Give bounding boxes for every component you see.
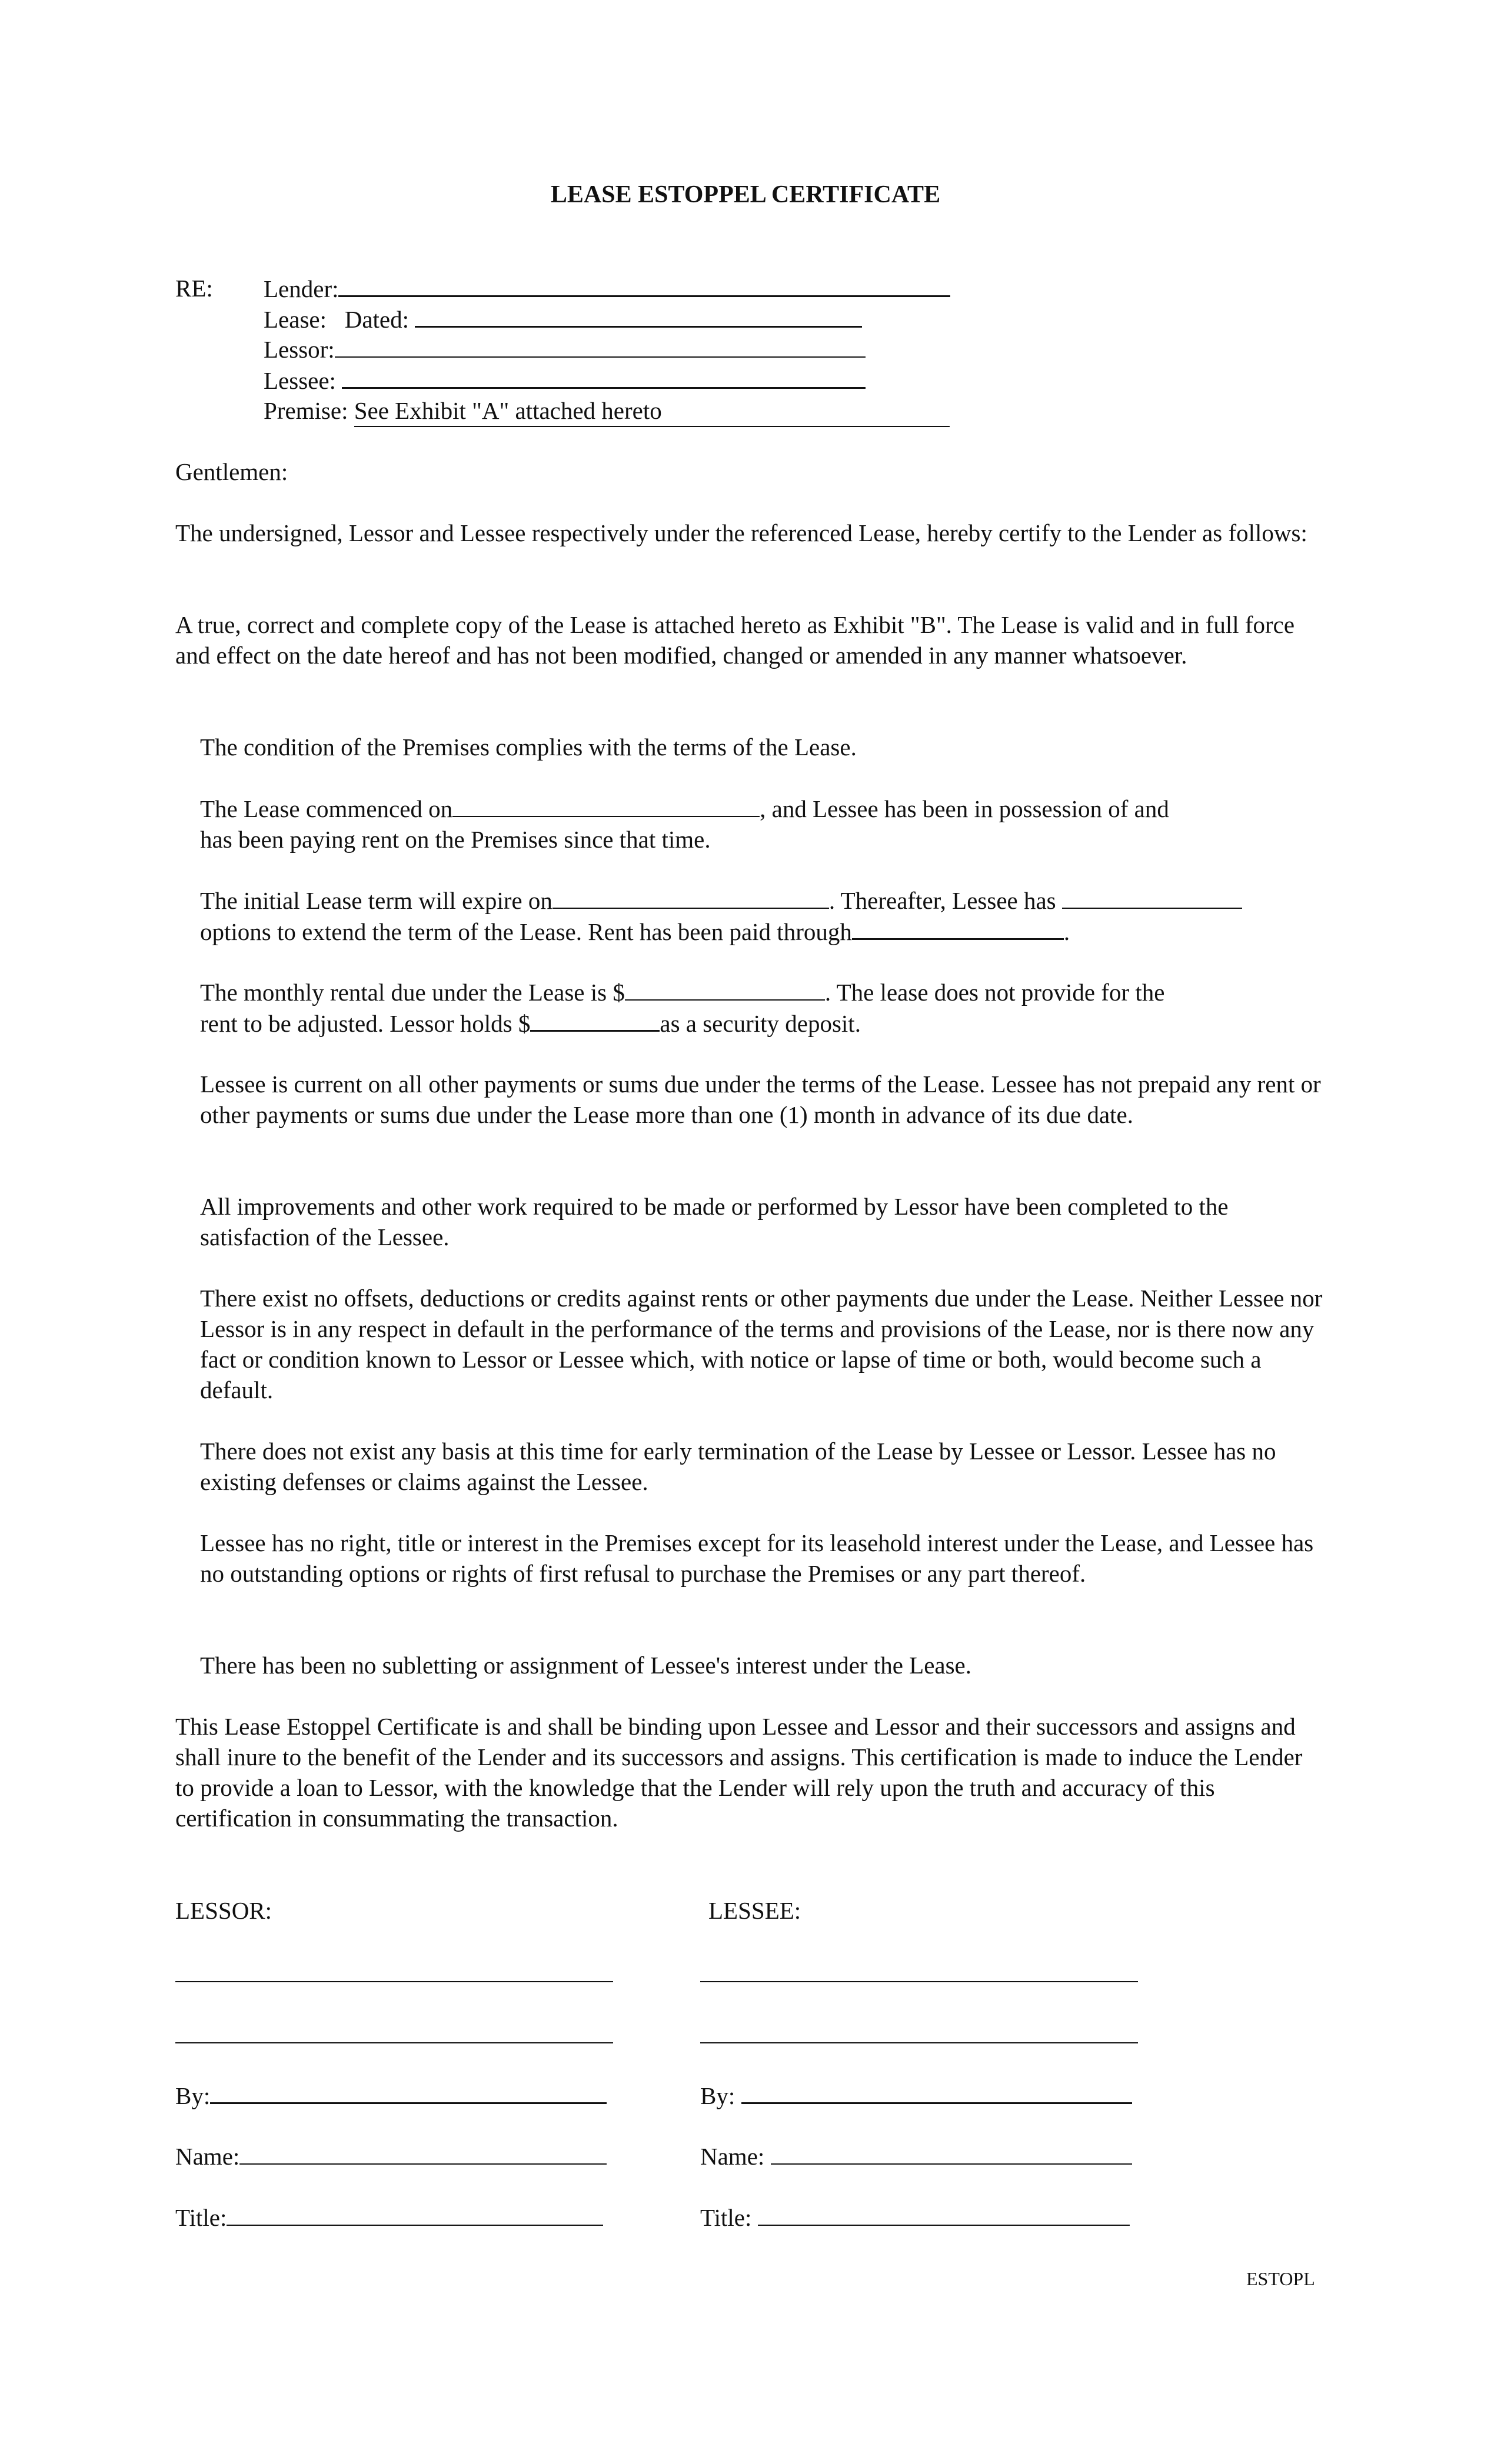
- lessee-by-label: By:: [700, 2082, 735, 2109]
- lessor-name-field[interactable]: [239, 2141, 607, 2165]
- lessee-entity-line-1[interactable]: [700, 1981, 1138, 1982]
- commenced-line-2: has been paying rent on the Premises since that time.: [200, 826, 711, 853]
- term-text-a: The initial Lease term will expire on: [200, 887, 553, 914]
- lessor-name-row: [175, 2141, 607, 2172]
- rent-paid-through-field[interactable]: [852, 916, 1064, 940]
- security-deposit-field[interactable]: [530, 1008, 660, 1032]
- subletting-paragraph: There has been no subletting or assignment of Lessee's interest under the Lease.: [200, 1652, 971, 1679]
- monthly-rent-field[interactable]: [625, 977, 825, 1001]
- termination-paragraph: There does not exist any basis at this time for early termination of the Lease by Lessee or Lessor. Lessee has no existing defenses or claims against the Lessee.: [200, 1438, 1276, 1495]
- commenced-date-field[interactable]: [452, 793, 760, 817]
- commenced-line-1: [200, 793, 1169, 824]
- lessor-signature-heading: LESSOR:: [175, 1897, 272, 1924]
- lessor-entity-line-2[interactable]: [175, 2042, 613, 2043]
- lessee-entity-line-2[interactable]: [700, 2042, 1138, 2043]
- improvements-paragraph: All improvements and other work required to be made or performed by Lessor have been completed to the satisfaction of the Lessee.: [200, 1193, 1229, 1251]
- lessor-field[interactable]: [335, 334, 866, 358]
- term-line-1: [200, 885, 1242, 916]
- lender-label: Lender:: [264, 275, 339, 302]
- footer-code: ESTOPL: [1246, 2268, 1315, 2289]
- copy-paragraph: A true, correct and complete copy of the Lease is attached hereto as Exhibit "B". The Lease is valid and in full force and effect on the date hereof and has not been modified, changed or amended in any manner whatsoever.: [175, 611, 1295, 669]
- term-text-b: . Thereafter, Lessee has: [828, 887, 1056, 914]
- premise-field[interactable]: [354, 395, 950, 427]
- lessee-name-label: Name:: [700, 2143, 765, 2170]
- lessee-title-field[interactable]: [758, 2202, 1130, 2226]
- binding-paragraph: This Lease Estoppel Certificate is and shall be binding upon Lessee and Lessor and their successors and assigns and shall inure to the benefit of the Lender and its successors and assigns. This certification is made to induce the Lender to provide a loan to Lessor, with the knowledge that the Lender will rely upon the truth and accuracy of this certification in consummating the transaction.: [175, 1713, 1303, 1832]
- current-paragraph: Lessee is current on all other payments or sums due under the terms of the Lease. Lessee has not prepaid any rent or other payments or sums due under the Lease more than one (1) month in advance of its due date.: [200, 1071, 1321, 1128]
- re-premise-row: [264, 395, 950, 427]
- lessor-title-field[interactable]: [227, 2202, 603, 2226]
- term-text-c: options to extend the term of the Lease. Rent has been paid through: [200, 918, 852, 945]
- re-lender-row: [264, 273, 950, 304]
- lessor-label: Lessor:: [264, 336, 335, 363]
- premise-label: Premise:: [264, 397, 348, 424]
- rent-line-2: [200, 1008, 861, 1039]
- lease-dated-field[interactable]: [415, 304, 862, 328]
- lessee-by-field[interactable]: [741, 2080, 1132, 2104]
- document-title: LEASE ESTOPPEL CERTIFICATE: [550, 181, 941, 208]
- lessor-title-label: Title:: [175, 2204, 227, 2231]
- options-count-field[interactable]: [1062, 885, 1242, 909]
- lessor-entity-line-1[interactable]: [175, 1981, 613, 1982]
- lessee-title-label: Title:: [700, 2204, 752, 2231]
- term-text-d: .: [1063, 918, 1070, 945]
- rent-text-c: rent to be adjusted. Lessor holds $: [200, 1010, 531, 1037]
- premise-value: See Exhibit "A" attached hereto: [354, 397, 662, 424]
- dated-label: Dated:: [344, 306, 410, 333]
- lessor-by-label: By:: [175, 2082, 211, 2109]
- rent-text-a: The monthly rental due under the Lease is $: [200, 979, 625, 1006]
- lessee-field[interactable]: [342, 365, 866, 389]
- re-lease-row: [264, 304, 862, 335]
- intro-paragraph: The undersigned, Lessor and Lessee respectively under the referenced Lease, hereby certify to the Lender as follows:: [175, 519, 1307, 546]
- rent-line-1: [200, 977, 1164, 1008]
- rent-text-d: as a security deposit.: [660, 1010, 861, 1037]
- lessee-label: Lessee:: [264, 367, 336, 394]
- lessor-by-row: [175, 2080, 607, 2111]
- lessee-by-row: [700, 2080, 1132, 2111]
- lessor-name-label: Name:: [175, 2143, 240, 2170]
- lessor-title-row: [175, 2202, 603, 2233]
- offsets-paragraph: There exist no offsets, deductions or credits against rents or other payments due under the Lease. Neither Lessee nor Lessor is in any respect in default in the performance of the terms and provisions of the Lease, nor is there now any fact or condition known to Lessor or Lessee which, with notice or lapse of time or both, would become such a default.: [200, 1285, 1323, 1403]
- salutation: Gentlemen:: [175, 458, 288, 485]
- lessee-name-field[interactable]: [771, 2141, 1132, 2165]
- lessor-by-field[interactable]: [210, 2080, 607, 2104]
- commenced-text-b: , and Lessee has been in possession of and: [760, 795, 1169, 822]
- term-expire-field[interactable]: [553, 885, 829, 909]
- lessee-name-row: [700, 2141, 1132, 2172]
- re-lessor-row: [264, 334, 866, 365]
- right-paragraph: Lessee has no right, title or interest in the Premises except for its leasehold interest under the Lease, and Lessee has no outstanding options or rights of first refusal to purchase the Premises or any part thereof.: [200, 1529, 1314, 1587]
- re-lessee-row: [264, 365, 866, 396]
- commenced-text-a: The Lease commenced on: [200, 795, 453, 822]
- lessee-title-row: [700, 2202, 1130, 2233]
- condition-paragraph: The condition of the Premises complies with the terms of the Lease.: [200, 733, 857, 761]
- rent-text-b: . The lease does not provide for the: [824, 979, 1165, 1006]
- lease-label: Lease:: [264, 306, 327, 333]
- term-line-2: [200, 916, 1070, 947]
- lessee-signature-heading: LESSEE:: [708, 1897, 801, 1924]
- lender-field[interactable]: [338, 273, 950, 297]
- re-label: RE:: [175, 275, 213, 302]
